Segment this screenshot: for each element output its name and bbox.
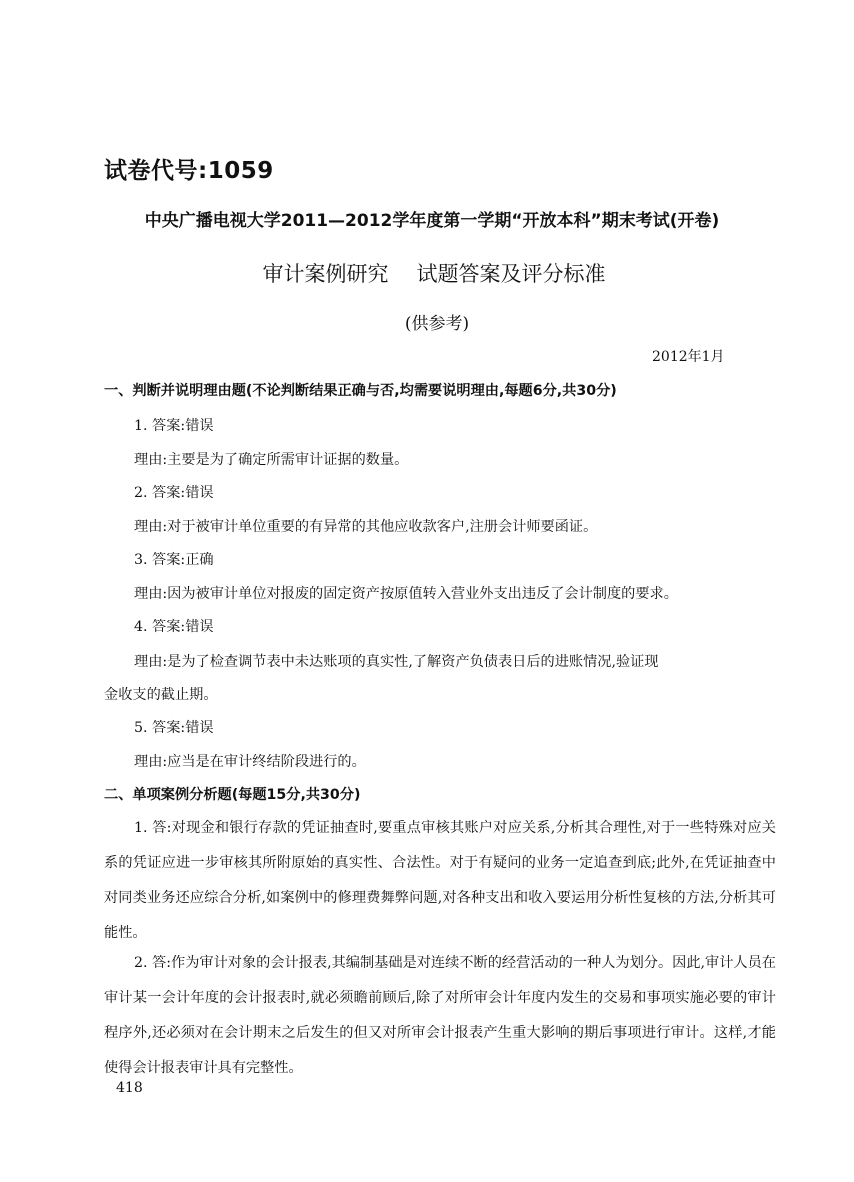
section1-reason-4-line2: 金收支的截止期。	[104, 687, 218, 703]
section1-reason-1: 理由:主要是为了确定所需审计证据的数量。	[134, 452, 409, 468]
exam-date: 2012年1月	[652, 349, 725, 365]
section1-answer-1: 1. 答案:错误	[134, 418, 214, 434]
course-title: 审计案例研究	[262, 262, 389, 286]
page-number: 418	[116, 1080, 143, 1096]
section2-answer-2: 2. 答:作为审计对象的会计报表,其编制基础是对连续不断的经营活动的一种人为划分。因此,审计人员在审计某一会计年度的会计报表时,就必须瞻前顾后,除了对所审会计年度内发生的交易和事项实施必要的审计程序外,还必须对在会计期末之后发生的但又对所审会计报表产生重大影响的期后事项进行审计。这样,才能使得会计报表审计具有完整性。	[104, 955, 776, 1076]
section1-answer-5: 5. 答案:错误	[134, 720, 214, 736]
section2-heading: 二、单项案例分析题(每题15分,共30分)	[104, 787, 361, 803]
section1-reason-4-line1: 理由:是为了检查调节表中未达账项的真实性,了解资产负债表日后的进账情况,验证现	[134, 654, 659, 670]
section1-reason-2: 理由:对于被审计单位重要的有异常的其他应收款客户,注册会计师要函证。	[134, 519, 598, 535]
section1-answer-4: 4. 答案:错误	[134, 619, 214, 635]
paper-code: 试卷代号:1059	[104, 158, 274, 184]
section1-reason-5: 理由:应当是在审计终结阶段进行的。	[134, 754, 366, 770]
section1-answer-2: 2. 答案:错误	[134, 485, 214, 501]
reference-note: (供参考)	[404, 314, 470, 334]
section2-answer-1: 1. 答:对现金和银行存款的凭证抽查时,要重点审核其账户对应关系,分析其合理性,对于一些特殊对应关系的凭证应进一步审核其所附原始的真实性、合法性。对于有疑问的业务一定追查到底;此外,在凭证抽查中对同类业务还应综合分析,如案例中的修理费舞弊问题,对各种支出和收入要运用分析性复核的方法,分析其可能性。	[104, 820, 776, 941]
section1-answer-3: 3. 答案:正确	[134, 552, 214, 568]
exam-line: 中央广播电视大学2011—2012学年度第一学期“开放本科”期末考试(开卷)	[144, 211, 720, 231]
answer-key-title: 试题答案及评分标准	[416, 262, 606, 286]
section1-heading: 一、判断并说明理由题(不论判断结果正确与否,均需要说明理由,每题6分,共30分)	[104, 383, 617, 399]
section1-reason-3: 理由:因为被审计单位对报废的固定资产按原值转入营业外支出违反了会计制度的要求。	[134, 586, 678, 602]
document-title	[0, 258, 854, 288]
